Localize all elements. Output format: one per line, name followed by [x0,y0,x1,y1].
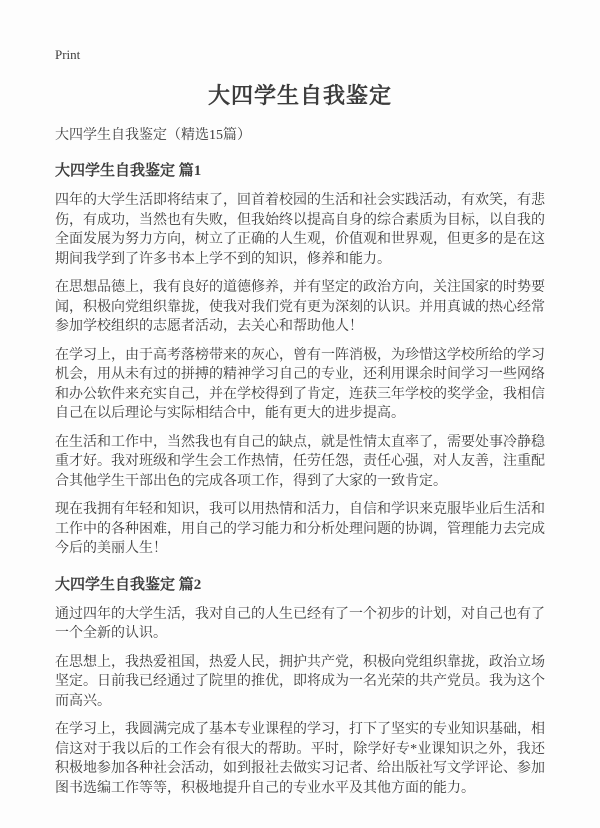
paragraph: 四年的大学生活即将结束了，回首着校园的生活和社会实践活动，有欢笑，有悲伤，有成功，当然也有失败，但我始终以提高自身的综合素质为目标，以自我的全面发展为努力方向，树立了正确的人生观，价值观和世界观，但更多的是在这期间我学到了许多书本上学不到的知识，修养和能力。 [55,193,545,267]
paragraph: 通过四年的大学生活，我对自己的人生已经有了一个初步的计划，对自己也有了一个全新的认识。 [55,606,545,641]
paragraph: 现在我拥有年轻和知识，我可以用热情和活力，自信和学识来克服毕业后生活和工作中的各种困难，用自己的学习能力和分析处理问题的协调，管理能力去完成今后的美丽人生！ [55,502,545,556]
paragraph: 在思想品德上，我有良好的道德修养，并有坚定的政治方向，关注国家的时势要闻，积极向党组织靠拢，使我对我们党有更为深刻的认识。并用真诚的热心经常参加学校组织的志愿者活动，去关心和帮助他人！ [55,280,545,334]
section-heading-1: 大四学生自我鉴定 篇1 [55,163,202,179]
paragraph: 在学习上，我圆满完成了基本专业课程的学习，打下了坚实的专业知识基础，相信这对于我以后的工作会有很大的帮助。平时，除学好专*业课知识之外，我还积极地参加各种社会活动，如到报社去做实习记者、给出版社写文学评论、参加图书选编工作等等，积极地提升自己的专业水平及其他方面的能力。 [55,722,545,796]
page-subtitle: 大四学生自我鉴定（精选15篇） [55,128,251,143]
print-link[interactable]: Print [55,47,81,62]
paragraph: 在学习上，由于高考落榜带来的灰心，曾有一阵消极，为珍惜这学校所给的学习机会，用从未有过的拼搏的精神学习自己的专业，还利用课余时间学习一些网络和办公软件来充实自己，并在学校得到了肯定，连获三年学校的奖学金，我相信自己在以后理论与实际相结合中，能有更大的进步提高。 [55,347,545,421]
paragraph: 在思想上，我热爱祖国，热爱人民，拥护共产党，积极向党组织靠拢，政治立场坚定。日前我已经通过了院里的推优，即将成为一名光荣的共产党员。我为这个而高兴。 [55,654,545,709]
section-heading-2: 大四学生自我鉴定 篇2 [55,576,202,593]
paragraph: 在生活和工作中，当然我也有自己的缺点，就是性情太直率了，需要处事冷静稳重才好。我对班级和学生会工作热情，任劳任怨，责任心强，对人友善，注重配合其他学生干部出色的完成各项工作，得到了大家的一致肯定。 [55,434,545,489]
page-title: 大四学生自我鉴定 [207,83,392,108]
